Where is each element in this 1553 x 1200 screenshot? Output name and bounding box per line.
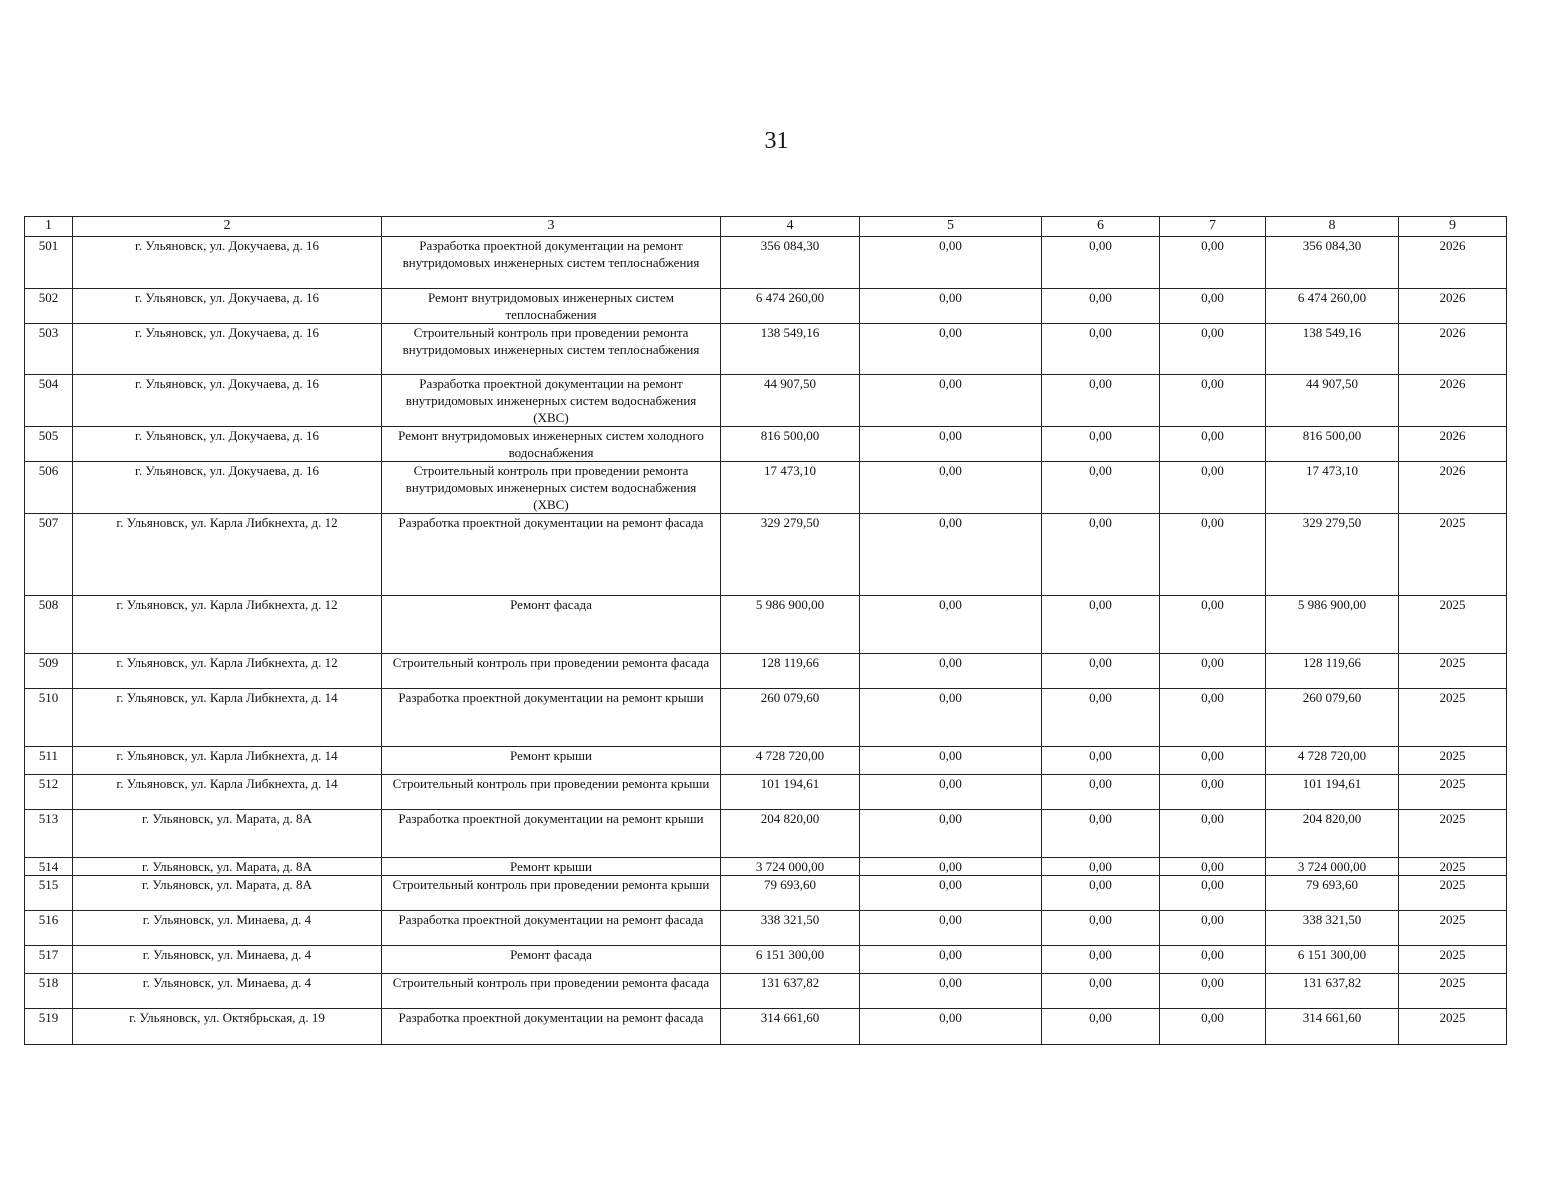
row-number: 506 xyxy=(25,462,73,514)
amount-col4-cell: 44 907,50 xyxy=(721,375,860,427)
amount-col7-cell: 0,00 xyxy=(1160,1009,1266,1045)
table-row xyxy=(25,427,1507,462)
amount-col6-cell: 0,00 xyxy=(1042,514,1160,596)
page-number: 31 xyxy=(764,128,789,154)
amount-col8-cell: 101 194,61 xyxy=(1266,775,1399,810)
amount-col6-cell: 0,00 xyxy=(1042,375,1160,427)
amount-col5-cell: 0,00 xyxy=(860,1009,1042,1045)
amount-col8-cell: 816 500,00 xyxy=(1266,427,1399,462)
column-number: 6 xyxy=(1042,217,1160,237)
amount-col6-cell: 0,00 xyxy=(1042,689,1160,747)
amount-col6-cell: 0,00 xyxy=(1042,1009,1160,1045)
amount-col8-cell: 314 661,60 xyxy=(1266,1009,1399,1045)
address-cell: г. Ульяновск, ул. Октябрьская, д. 19 xyxy=(73,1009,382,1045)
work-type-cell: Разработка проектной документации на ремонт внутридомовых инженерных систем водоснабжения (ХВС) xyxy=(382,375,721,427)
column-number: 8 xyxy=(1266,217,1399,237)
amount-col7-cell: 0,00 xyxy=(1160,514,1266,596)
amount-col5-cell: 0,00 xyxy=(860,775,1042,810)
year-cell: 2025 xyxy=(1399,911,1507,946)
address-cell: г. Ульяновск, ул. Марата, д. 8А xyxy=(73,810,382,858)
amount-col8-cell: 338 321,50 xyxy=(1266,911,1399,946)
amount-col6-cell: 0,00 xyxy=(1042,775,1160,810)
amount-col4-cell: 356 084,30 xyxy=(721,237,860,289)
table-row xyxy=(25,375,1507,427)
amount-col8-cell: 79 693,60 xyxy=(1266,876,1399,911)
work-type-cell: Строительный контроль при проведении ремонта крыши xyxy=(382,876,721,911)
year-cell: 2025 xyxy=(1399,1009,1507,1045)
work-type-cell: Ремонт фасада xyxy=(382,946,721,974)
table-row xyxy=(25,810,1507,858)
amount-col4-cell: 314 661,60 xyxy=(721,1009,860,1045)
row-number: 514 xyxy=(25,858,73,876)
amount-col4-cell: 6 151 300,00 xyxy=(721,946,860,974)
year-cell: 2026 xyxy=(1399,462,1507,514)
table-row xyxy=(25,514,1507,596)
year-cell: 2026 xyxy=(1399,375,1507,427)
amount-col7-cell: 0,00 xyxy=(1160,946,1266,974)
amount-col5-cell: 0,00 xyxy=(860,596,1042,654)
amount-col8-cell: 356 084,30 xyxy=(1266,237,1399,289)
amount-col5-cell: 0,00 xyxy=(860,810,1042,858)
amount-col4-cell: 17 473,10 xyxy=(721,462,860,514)
work-type-cell: Строительный контроль при проведении ремонта фасада xyxy=(382,974,721,1009)
amount-col8-cell: 138 549,16 xyxy=(1266,324,1399,375)
year-cell: 2025 xyxy=(1399,876,1507,911)
row-number: 504 xyxy=(25,375,73,427)
year-cell: 2025 xyxy=(1399,810,1507,858)
amount-col5-cell: 0,00 xyxy=(860,858,1042,876)
table-row xyxy=(25,974,1507,1009)
amount-col6-cell: 0,00 xyxy=(1042,974,1160,1009)
work-type-cell: Ремонт внутридомовых инженерных систем холодного водоснабжения xyxy=(382,427,721,462)
work-type-cell: Ремонт внутридомовых инженерных систем теплоснабжения xyxy=(382,289,721,324)
address-cell: г. Ульяновск, ул. Докучаева, д. 16 xyxy=(73,462,382,514)
address-cell: г. Ульяновск, ул. Карла Либкнехта, д. 14 xyxy=(73,689,382,747)
amount-col8-cell: 260 079,60 xyxy=(1266,689,1399,747)
amount-col6-cell: 0,00 xyxy=(1042,237,1160,289)
column-number: 5 xyxy=(860,217,1042,237)
amount-col4-cell: 260 079,60 xyxy=(721,689,860,747)
year-cell: 2025 xyxy=(1399,596,1507,654)
year-cell: 2026 xyxy=(1399,237,1507,289)
amount-col5-cell: 0,00 xyxy=(860,974,1042,1009)
year-cell: 2025 xyxy=(1399,654,1507,689)
amount-col5-cell: 0,00 xyxy=(860,462,1042,514)
row-number: 502 xyxy=(25,289,73,324)
amount-col4-cell: 4 728 720,00 xyxy=(721,747,860,775)
address-cell: г. Ульяновск, ул. Марата, д. 8А xyxy=(73,876,382,911)
work-type-cell: Ремонт фасада xyxy=(382,596,721,654)
work-type-cell: Строительный контроль при проведении ремонта внутридомовых инженерных систем теплоснабжения xyxy=(382,324,721,375)
amount-col7-cell: 0,00 xyxy=(1160,237,1266,289)
row-number: 515 xyxy=(25,876,73,911)
amount-col8-cell: 5 986 900,00 xyxy=(1266,596,1399,654)
year-cell: 2025 xyxy=(1399,514,1507,596)
amount-col7-cell: 0,00 xyxy=(1160,810,1266,858)
amount-col4-cell: 101 194,61 xyxy=(721,775,860,810)
row-number: 516 xyxy=(25,911,73,946)
amount-col7-cell: 0,00 xyxy=(1160,289,1266,324)
amount-col4-cell: 131 637,82 xyxy=(721,974,860,1009)
address-cell: г. Ульяновск, ул. Минаева, д. 4 xyxy=(73,974,382,1009)
column-number: 4 xyxy=(721,217,860,237)
amount-col7-cell: 0,00 xyxy=(1160,324,1266,375)
amount-col4-cell: 5 986 900,00 xyxy=(721,596,860,654)
amount-col6-cell: 0,00 xyxy=(1042,946,1160,974)
work-type-cell: Разработка проектной документации на ремонт внутридомовых инженерных систем теплоснабжения xyxy=(382,237,721,289)
work-type-cell: Ремонт крыши xyxy=(382,747,721,775)
column-number: 2 xyxy=(73,217,382,237)
amount-col7-cell: 0,00 xyxy=(1160,775,1266,810)
amount-col7-cell: 0,00 xyxy=(1160,689,1266,747)
amount-col5-cell: 0,00 xyxy=(860,689,1042,747)
table-row xyxy=(25,462,1507,514)
address-cell: г. Ульяновск, ул. Карла Либкнехта, д. 12 xyxy=(73,596,382,654)
amount-col8-cell: 6 151 300,00 xyxy=(1266,946,1399,974)
amount-col7-cell: 0,00 xyxy=(1160,747,1266,775)
amount-col4-cell: 6 474 260,00 xyxy=(721,289,860,324)
row-number: 507 xyxy=(25,514,73,596)
row-number: 508 xyxy=(25,596,73,654)
amount-col7-cell: 0,00 xyxy=(1160,596,1266,654)
amount-col8-cell: 128 119,66 xyxy=(1266,654,1399,689)
address-cell: г. Ульяновск, ул. Докучаева, д. 16 xyxy=(73,427,382,462)
amount-col6-cell: 0,00 xyxy=(1042,427,1160,462)
amount-col8-cell: 44 907,50 xyxy=(1266,375,1399,427)
column-number: 3 xyxy=(382,217,721,237)
row-number: 509 xyxy=(25,654,73,689)
address-cell: г. Ульяновск, ул. Карла Либкнехта, д. 12 xyxy=(73,514,382,596)
amount-col6-cell: 0,00 xyxy=(1042,324,1160,375)
amount-col8-cell: 204 820,00 xyxy=(1266,810,1399,858)
year-cell: 2025 xyxy=(1399,747,1507,775)
table-row xyxy=(25,324,1507,375)
row-number: 513 xyxy=(25,810,73,858)
amount-col8-cell: 6 474 260,00 xyxy=(1266,289,1399,324)
work-type-cell: Строительный контроль при проведении ремонта внутридомовых инженерных систем водоснабжения (ХВС) xyxy=(382,462,721,514)
amount-col8-cell: 329 279,50 xyxy=(1266,514,1399,596)
year-cell: 2026 xyxy=(1399,324,1507,375)
year-cell: 2025 xyxy=(1399,858,1507,876)
row-number: 517 xyxy=(25,946,73,974)
amount-col7-cell: 0,00 xyxy=(1160,427,1266,462)
amount-col8-cell: 3 724 000,00 xyxy=(1266,858,1399,876)
address-cell: г. Ульяновск, ул. Докучаева, д. 16 xyxy=(73,237,382,289)
amount-col6-cell: 0,00 xyxy=(1042,462,1160,514)
row-number: 519 xyxy=(25,1009,73,1045)
work-type-cell: Ремонт крыши xyxy=(382,858,721,876)
table-row xyxy=(25,289,1507,324)
address-cell: г. Ульяновск, ул. Карла Либкнехта, д. 12 xyxy=(73,654,382,689)
row-number: 512 xyxy=(25,775,73,810)
address-cell: г. Ульяновск, ул. Марата, д. 8А xyxy=(73,858,382,876)
amount-col6-cell: 0,00 xyxy=(1042,654,1160,689)
amount-col5-cell: 0,00 xyxy=(860,911,1042,946)
year-cell: 2025 xyxy=(1399,775,1507,810)
amount-col5-cell: 0,00 xyxy=(860,654,1042,689)
work-type-cell: Разработка проектной документации на ремонт крыши xyxy=(382,810,721,858)
repair-program-table xyxy=(24,216,1507,1045)
table-body xyxy=(25,217,1507,1045)
year-cell: 2026 xyxy=(1399,289,1507,324)
amount-col5-cell: 0,00 xyxy=(860,946,1042,974)
work-type-cell: Разработка проектной документации на ремонт фасада xyxy=(382,911,721,946)
year-cell: 2025 xyxy=(1399,974,1507,1009)
table-row xyxy=(25,946,1507,974)
amount-col4-cell: 79 693,60 xyxy=(721,876,860,911)
amount-col7-cell: 0,00 xyxy=(1160,654,1266,689)
year-cell: 2026 xyxy=(1399,427,1507,462)
amount-col7-cell: 0,00 xyxy=(1160,876,1266,911)
table-row xyxy=(25,596,1507,654)
amount-col4-cell: 816 500,00 xyxy=(721,427,860,462)
column-number: 9 xyxy=(1399,217,1507,237)
amount-col7-cell: 0,00 xyxy=(1160,974,1266,1009)
table-row xyxy=(25,689,1507,747)
amount-col4-cell: 3 724 000,00 xyxy=(721,858,860,876)
row-number: 518 xyxy=(25,974,73,1009)
work-type-cell: Разработка проектной документации на ремонт фасада xyxy=(382,514,721,596)
amount-col5-cell: 0,00 xyxy=(860,514,1042,596)
amount-col6-cell: 0,00 xyxy=(1042,876,1160,911)
address-cell: г. Ульяновск, ул. Карла Либкнехта, д. 14 xyxy=(73,747,382,775)
table-row xyxy=(25,1009,1507,1045)
amount-col6-cell: 0,00 xyxy=(1042,810,1160,858)
work-type-cell: Строительный контроль при проведении ремонта крыши xyxy=(382,775,721,810)
address-cell: г. Ульяновск, ул. Докучаева, д. 16 xyxy=(73,289,382,324)
table-row xyxy=(25,237,1507,289)
address-cell: г. Ульяновск, ул. Минаева, д. 4 xyxy=(73,946,382,974)
table-row xyxy=(25,858,1507,876)
amount-col6-cell: 0,00 xyxy=(1042,289,1160,324)
amount-col5-cell: 0,00 xyxy=(860,237,1042,289)
work-type-cell: Разработка проектной документации на ремонт крыши xyxy=(382,689,721,747)
amount-col6-cell: 0,00 xyxy=(1042,911,1160,946)
amount-col7-cell: 0,00 xyxy=(1160,911,1266,946)
amount-col5-cell: 0,00 xyxy=(860,375,1042,427)
amount-col4-cell: 338 321,50 xyxy=(721,911,860,946)
address-cell: г. Ульяновск, ул. Докучаева, д. 16 xyxy=(73,375,382,427)
address-cell: г. Ульяновск, ул. Минаева, д. 4 xyxy=(73,911,382,946)
amount-col5-cell: 0,00 xyxy=(860,427,1042,462)
year-cell: 2025 xyxy=(1399,689,1507,747)
row-number: 503 xyxy=(25,324,73,375)
row-number: 505 xyxy=(25,427,73,462)
row-number: 501 xyxy=(25,237,73,289)
work-type-cell: Разработка проектной документации на ремонт фасада xyxy=(382,1009,721,1045)
column-number: 1 xyxy=(25,217,73,237)
amount-col5-cell: 0,00 xyxy=(860,324,1042,375)
amount-col7-cell: 0,00 xyxy=(1160,858,1266,876)
amount-col4-cell: 329 279,50 xyxy=(721,514,860,596)
table-row xyxy=(25,654,1507,689)
amount-col6-cell: 0,00 xyxy=(1042,596,1160,654)
table-row xyxy=(25,911,1507,946)
amount-col4-cell: 138 549,16 xyxy=(721,324,860,375)
amount-col5-cell: 0,00 xyxy=(860,747,1042,775)
address-cell: г. Ульяновск, ул. Докучаева, д. 16 xyxy=(73,324,382,375)
amount-col4-cell: 204 820,00 xyxy=(721,810,860,858)
amount-col4-cell: 128 119,66 xyxy=(721,654,860,689)
row-number: 510 xyxy=(25,689,73,747)
table-row xyxy=(25,775,1507,810)
amount-col6-cell: 0,00 xyxy=(1042,747,1160,775)
row-number: 511 xyxy=(25,747,73,775)
work-type-cell: Строительный контроль при проведении ремонта фасада xyxy=(382,654,721,689)
table-row xyxy=(25,747,1507,775)
column-number: 7 xyxy=(1160,217,1266,237)
table-row xyxy=(25,876,1507,911)
amount-col7-cell: 0,00 xyxy=(1160,375,1266,427)
column-number-row xyxy=(25,217,1507,237)
address-cell: г. Ульяновск, ул. Карла Либкнехта, д. 14 xyxy=(73,775,382,810)
year-cell: 2025 xyxy=(1399,946,1507,974)
amount-col8-cell: 4 728 720,00 xyxy=(1266,747,1399,775)
amount-col6-cell: 0,00 xyxy=(1042,858,1160,876)
amount-col8-cell: 131 637,82 xyxy=(1266,974,1399,1009)
amount-col8-cell: 17 473,10 xyxy=(1266,462,1399,514)
amount-col7-cell: 0,00 xyxy=(1160,462,1266,514)
amount-col5-cell: 0,00 xyxy=(860,289,1042,324)
amount-col5-cell: 0,00 xyxy=(860,876,1042,911)
